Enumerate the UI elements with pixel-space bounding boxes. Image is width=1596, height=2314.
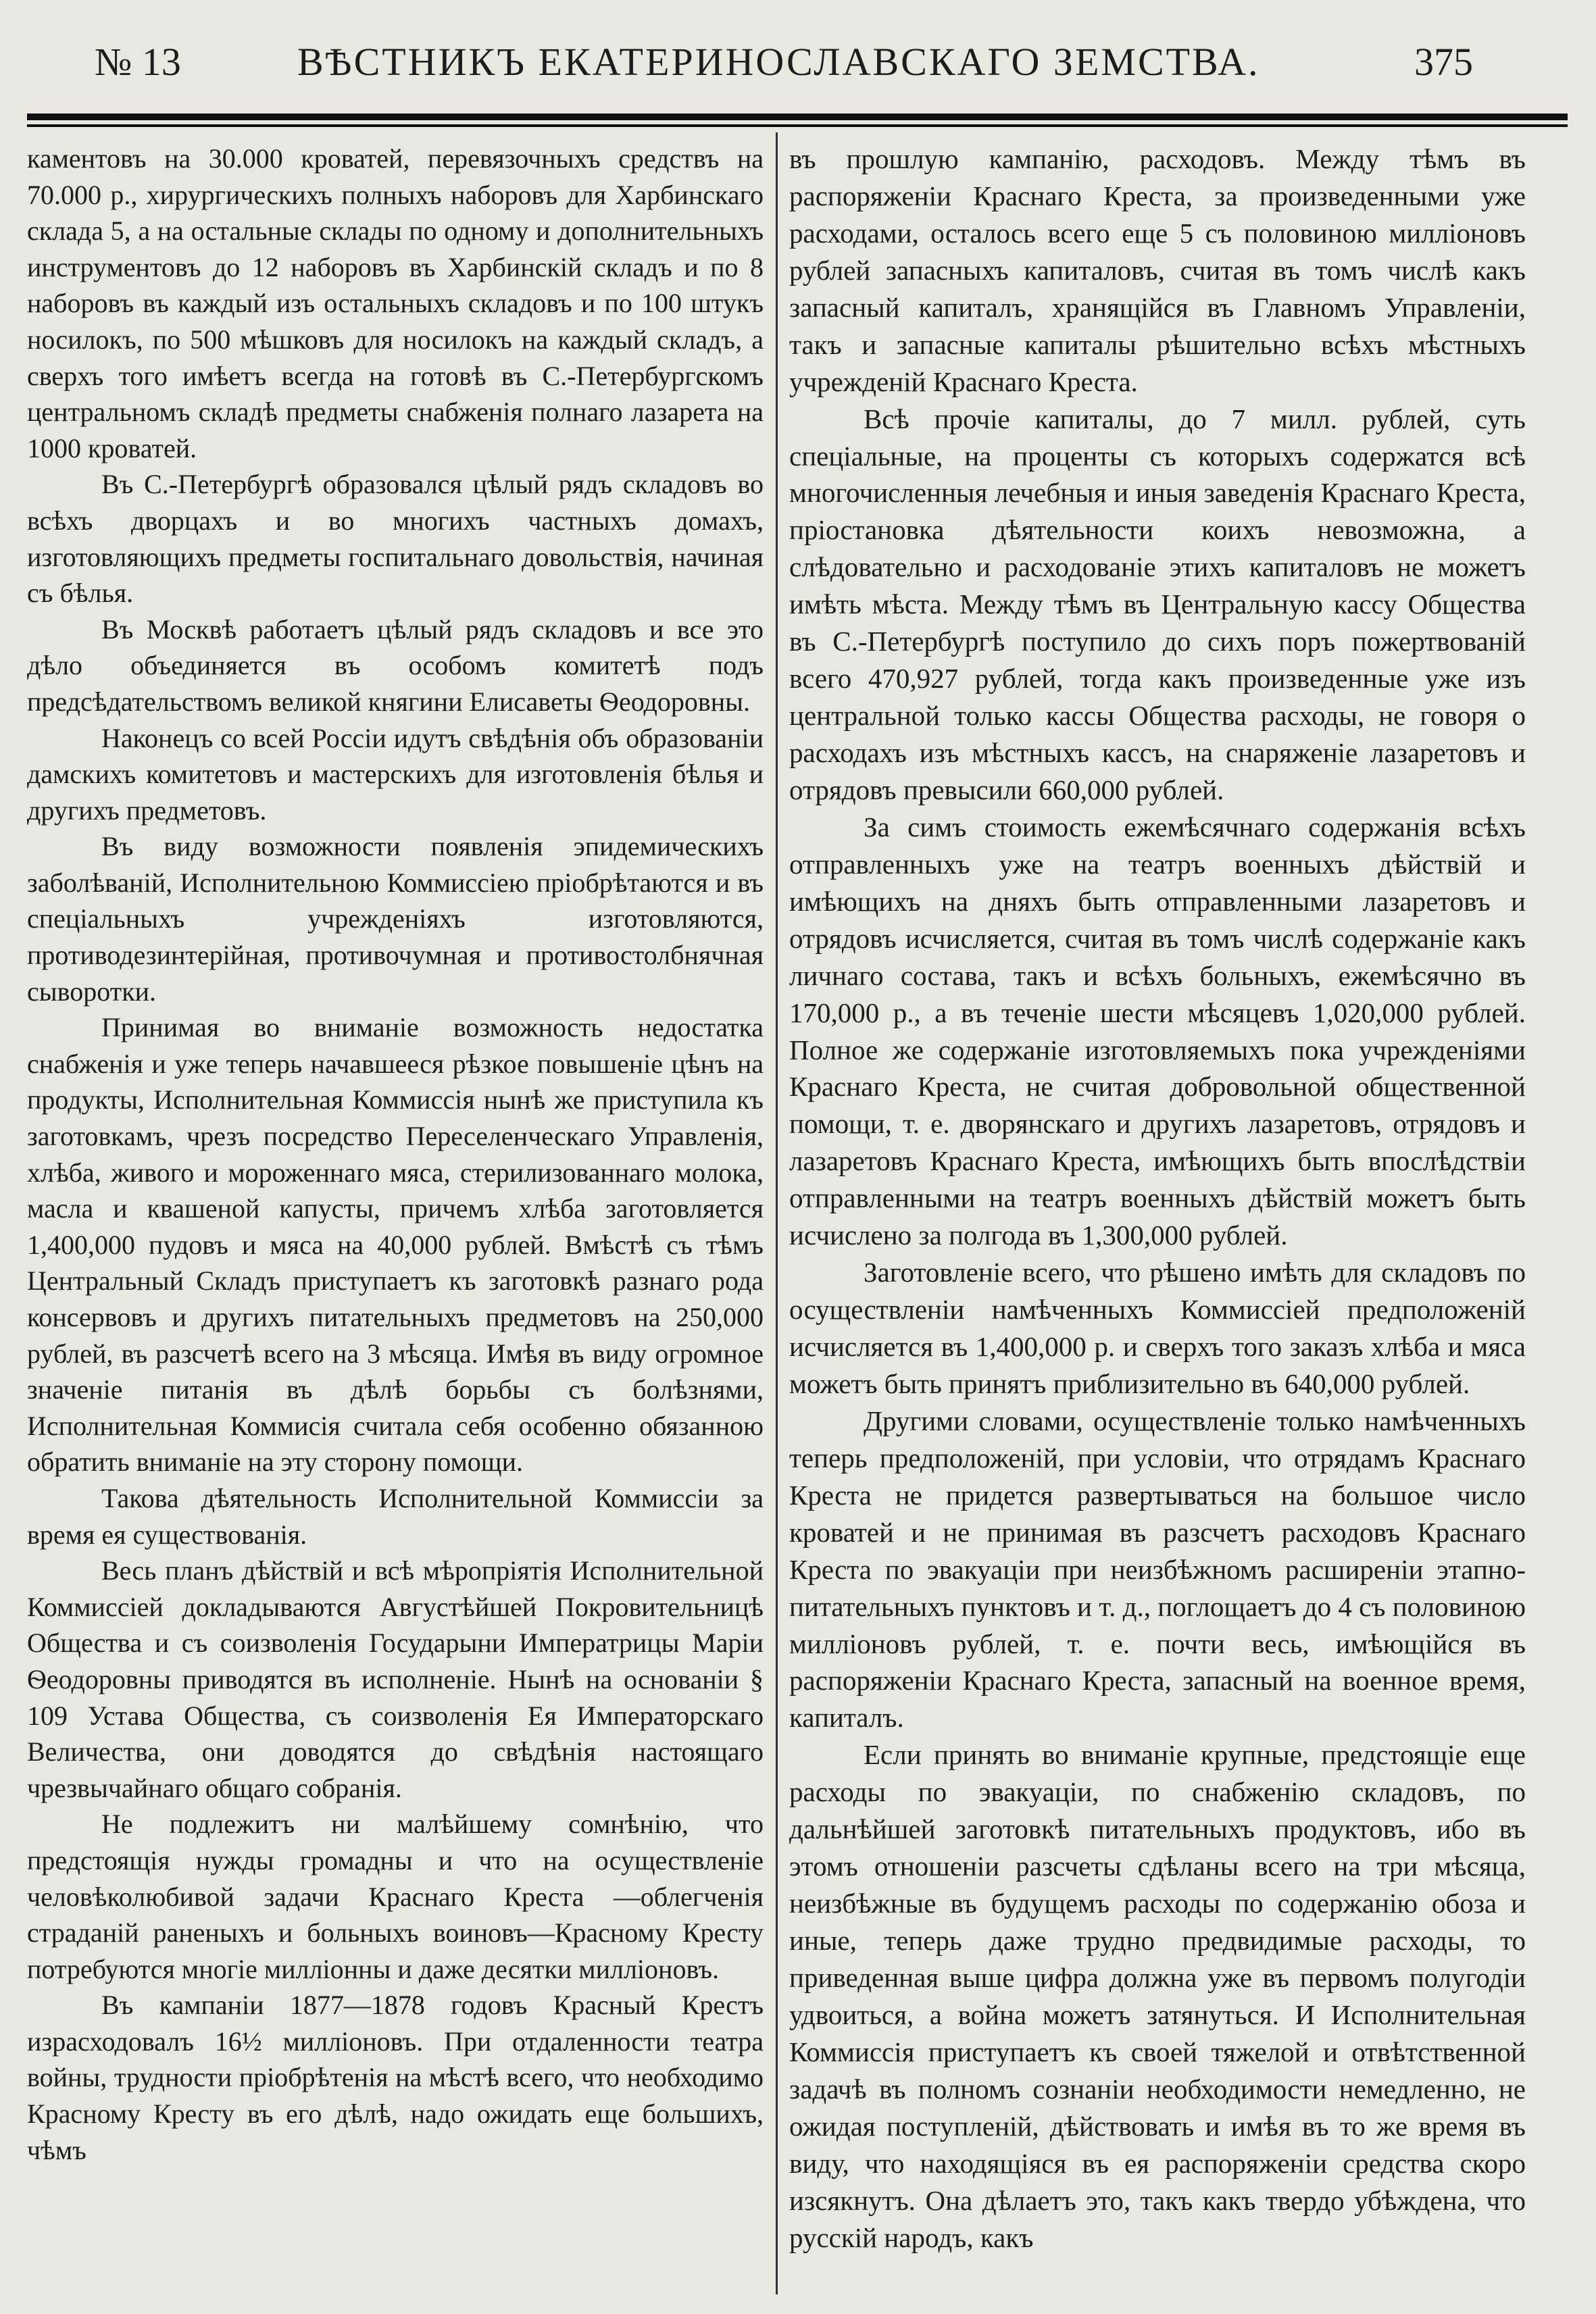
- journal-title: ВѢСТНИКЪ ЕКАТЕРИНОСЛАВСКАГО ЗЕМСТВА.: [297, 40, 1260, 84]
- paragraph: въ прошлую кампанію, расходовъ. Между тѣмъ въ распоряженіи Краснаго Креста, за произведенными уже расходами, осталось всего еще 5 съ половиною милліоновъ рублей запасныхъ капиталовъ, считая въ томъ числѣ какъ запасный капиталъ, хранящійся въ Главномъ Управленіи, такъ и запасные капиталы рѣшительно всѣхъ мѣстныхъ учрежденій Краснаго Креста.: [789, 143, 1526, 397]
- paragraph: Принимая во вниманіе возможность недостатка снабженія и уже теперь начавшееся рѣзкое повышеніе цѣнъ на продукты, Исполнительная Коммиссія нынѣ же приступила къ заготовкамъ, чрезъ посредство Переселенческаго Управленія, хлѣба, живого и мороженнаго мяса, стерилизованнаго молока, масла и квашеной капусты, причемъ хлѣба заготовляется 1,400,000 пудовъ и мяса на 40,000 рублей. Вмѣстѣ съ тѣмъ Центральный Складъ приступаетъ къ заготовкѣ разнаго рода консервовъ и другихъ питательныхъ предметовъ на 250,000 рублей, въ разсчетѣ всего на 3 мѣсяца. Имѣя въ виду огромное значеніе питанія въ дѣлѣ борьбы съ болѣзнями, Исполнительная Коммисія считала себя особенно обязанною обратить вниманіе на эту сторону помощи.: [27, 1012, 764, 1478]
- header-rule-thick: [27, 114, 1568, 120]
- paragraph: Не подлежитъ ни малѣйшему сомнѣнію, что предстоящія нужды громадны и что на осуществленіе человѣколюбивой задачи Краснаго Креста —облегченія страданій раненыхъ и больныхъ воиновъ—Красному Кресту потребуются многіе милліонны и даже десятки милліоновъ.: [27, 1809, 764, 1984]
- paragraph: Въ виду возможности появленія эпидемическихъ заболѣваній, Исполнительною Коммиссіею пріобрѣтаются и въ спеціальныхъ учрежденіяхъ изготовляются, противодезинтерійная, противочумная и противостолбнячная сыворотки.: [27, 831, 764, 1007]
- paragraph: Наконецъ со всей Россіи идутъ свѣдѣнія объ образованіи дамскихъ комитетовъ и мастерскихъ для изготовленія бѣлья и другихъ предметовъ.: [27, 722, 764, 826]
- paragraph: Въ Москвѣ работаетъ цѣлый рядъ складовъ и все это дѣло объединяется въ особомъ комитетѣ подъ предсѣдательствомъ великой княгини Елисаветы Ѳеодоровны.: [27, 613, 764, 717]
- left-column: [27, 141, 764, 2168]
- issue-number: № 13: [95, 40, 181, 84]
- column-divider: [776, 132, 778, 2294]
- paragraph: Заготовленіе всего, что рѣшено имѣть для складовъ по осуществленіи намѣченныхъ Коммиссіей предположеній исчисляется въ 1,400,000 р. и сверхъ того заказъ хлѣба и мяса можетъ быть принятъ приблизительно въ 640,000 рублей.: [789, 1257, 1526, 1399]
- right-column: [789, 141, 1526, 2256]
- header-rule-thin: [27, 124, 1568, 127]
- paragraph: Другими словами, осуществленіе только намѣченныхъ теперь предположеній, при условіи, что отрядамъ Краснаго Креста не придется развертываться на большое число кроватей и не принимая въ разсчетъ расходовъ Краснаго Креста по эвакуаціи при неизбѣжномъ расширеніи этапно-питательныхъ пунктовъ и т. д., поглощаетъ до 4 съ половиною милліоновъ рублей, т. е. почти весь, имѣющійся въ распоряженіи Краснаго Креста, запасный на военное время, капиталъ.: [789, 1405, 1526, 1734]
- paragraph: Всѣ прочіе капиталы, до 7 милл. рублей, суть спеціальные, на проценты съ которыхъ содержатся всѣ многочисленныя лечебныя и иныя заведенія Краснаго Креста, пріостановка дѣятельности коихъ невозможна, а слѣдовательно и расходованіе этихъ капиталовъ не можетъ имѣть мѣста. Между тѣмъ въ Центральную кассу Общества въ С.-Петербургѣ поступило до сихъ поръ пожертвованій всего 470,927 рублей, тогда какъ произведенные уже изъ центральной только кассы Общества расходы, не говоря о расходахъ изъ мѣстныхъ кассъ, на снаряженіе лазаретовъ и отрядовъ превысили 660,000 рублей.: [789, 403, 1526, 805]
- page-number: 375: [1414, 40, 1473, 84]
- paragraph: За симъ стоимость ежемѣсячнаго содержанія всѣхъ отправленныхъ уже на театръ военныхъ дѣйствій и имѣющихъ на дняхъ быть отправленными лазаретовъ и отрядовъ исчисляется, считая въ томъ числѣ содержаніе какъ личнаго состава, такъ и всѣхъ больныхъ, ежемѣсячно въ 170,000 р., а въ теченіе шести мѣсяцевъ 1,020,000 рублей. Полное же содержаніе изготовляемыхъ пока учрежденіями Краснаго Креста, не считая добровольной общественной помощи, т. е. дворянскаго и другихъ лазаретовъ, отрядовъ и лазаретовъ Краснаго Креста, имѣющихъ быть впослѣдствіи отправленными на театръ военныхъ дѣйствій можетъ быть исчислено за полгода въ 1,300,000 рублей.: [789, 811, 1526, 1251]
- paragraph: Если принять во вниманіе крупные, предстоящіе еще расходы по эвакуаціи, по снабженію складовъ, по дальнѣйшей заготовкѣ питательныхъ продуктовъ, ибо въ этомъ отношеніи разсчеты сдѣланы всего на три мѣсяца, неизбѣжные въ будущемъ расходы по содержанію обоза и иные, теперь даже трудно предвидимые расходы, то приведенная выше цифра должна уже въ первомъ полугодіи удвоиться, а война можетъ затянуться. И Исполнительная Коммиссія приступаетъ къ своей тяжелой и отвѣтственной задачѣ въ полномъ сознаніи необходимости немедленно, не ожидая поступленій, дѣйствовать и имѣя въ то же время въ виду, что находящіяся въ ея распоряженіи средства скоро изсякнутъ. Она дѣлаетъ это, такъ какъ твердо убѣждена, что русскій народъ, какъ: [789, 1739, 1526, 2253]
- paragraph: каментовъ на 30.000 кроватей, перевязочныхъ средствъ на 70.000 р., хирургическихъ полныхъ наборовъ для Харбинскаго склада 5, а на остальные склады по одному и дополнительныхъ инструментовъ до 12 наборовъ въ Харбинскій складъ и по 8 наборовъ въ каждый изъ остальныхъ складовъ и по 100 штукъ носилокъ, по 500 мѣшковъ для носилокъ на каждый складъ, а сверхъ того имѣетъ всегда на готовѣ въ С.-Петербургскомъ центральномъ складѣ предметы снабженія полнаго лазарета на 1000 кроватей.: [27, 143, 764, 463]
- paragraph: Въ кампаніи 1877—1878 годовъ Красный Крестъ израсходовалъ 16½ милліоновъ. При отдаленности театра войны, трудности пріобрѣтенія на мѣстѣ всего, что необходимо Красному Кресту въ его дѣлѣ, надо ожидать еще большихъ, чѣмъ: [27, 1990, 764, 2165]
- page-header: [95, 39, 1473, 93]
- paragraph: Такова дѣятельность Исполнительной Коммиссіи за время ея существованія.: [27, 1482, 764, 1550]
- paragraph: Весь планъ дѣйствій и всѣ мѣропріятія Исполнительной Коммиссіей докладываются Августѣйшей Покровительницѣ Общества и съ соизволенія Государыни Императрицы Маріи Ѳеодоровны приводятся въ исполненіе. Нынѣ на основаніи § 109 Устава Общества, съ соизволенія Ея Императорскаго Величества, они доводятся до свѣдѣнія настоящаго чрезвычайнаго общаго собранія.: [27, 1555, 764, 1803]
- paragraph: Въ С.-Петербургѣ образовался цѣлый рядъ складовъ во всѣхъ дворцахъ и во многихъ частныхъ домахъ, изготовляющихъ предметы госпитальнаго довольствія, начиная съ бѣлья.: [27, 469, 764, 609]
